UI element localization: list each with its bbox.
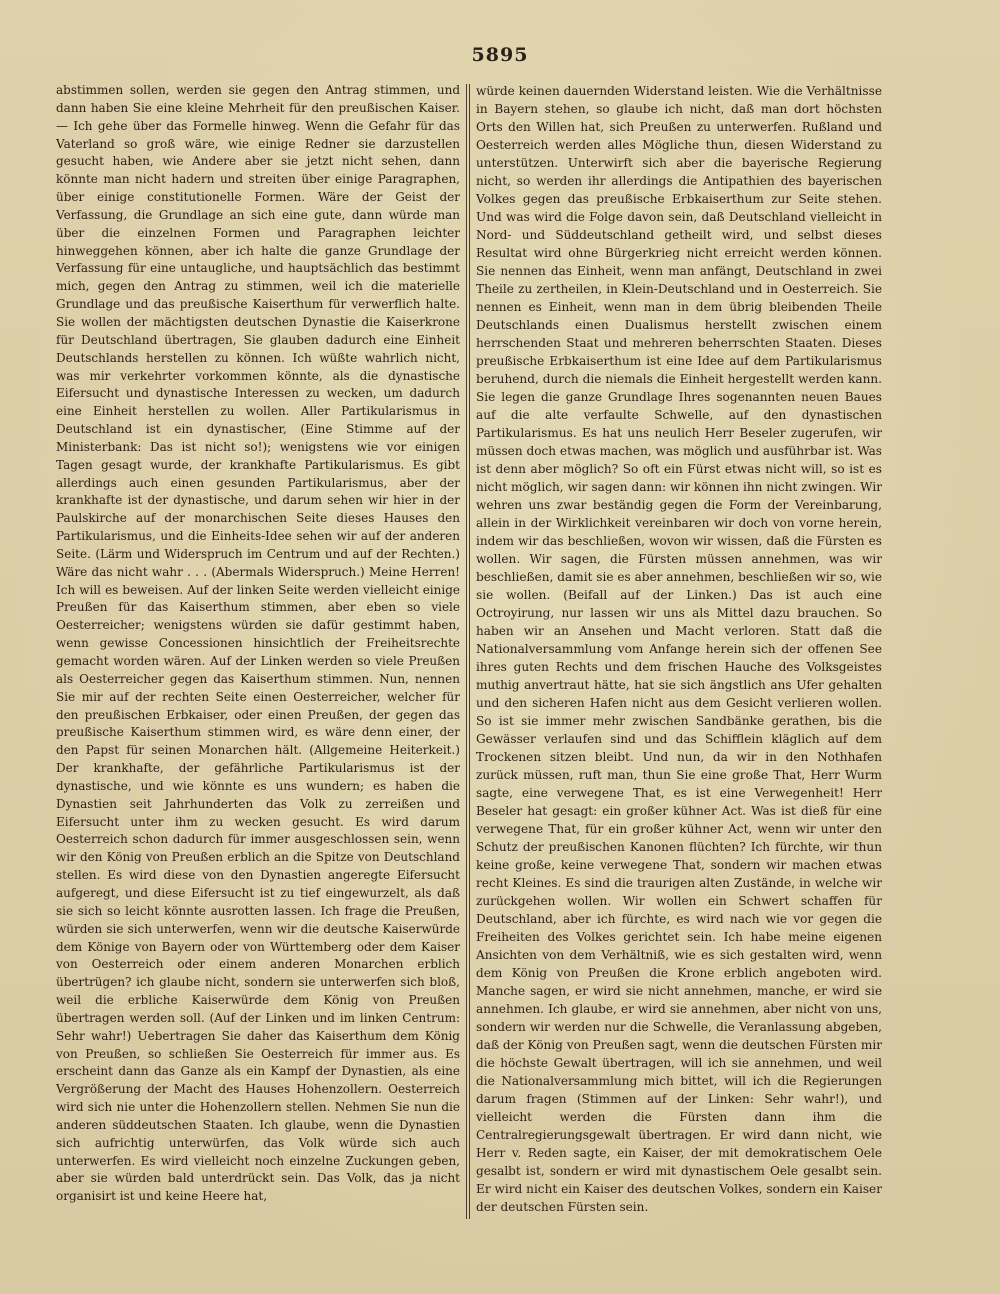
column-divider (466, 84, 467, 1219)
right-text-column: würde keinen dauernden Widerstand leisten. Wie die Verhältnisse in Bayern stehen, so glaube ich nicht, daß man dort höchsten Orts den Willen hat, sich Preußen zu unterwerfen. Rußland und Oesterreich werden alles Mögliche thun, diesen Widerstand zu unterstützen. Unterwirft sich aber die bayerische Regierung nicht, so werden ihr allerdings die Antipathien des bayerischen Volkes gegen das preußische Erbkaiserthum zur Seite stehen. Und was wird die Folge davon sein, daß Deutschland vielleicht in Nord- und Süddeutschland getheilt wird, und selbst dieses Resultat wird ohne Bürgerkrieg nicht erreicht werden können. Sie nennen das Einheit, wenn man anfängt, Deutschland in zwei Theile zu zertheilen, in Klein-Deutschland und in Oesterreich. Sie nennen es Einheit, wenn man in dem übrig bleibenden Theile Deutschlands einen Dualismus herstellt zwischen einem herrschenden Staat und mehreren beherrschten Staaten. Dieses preußische Erbkaiserthum ist eine Idee auf dem Partikularismus beruhend, durch die niemals die Einheit hergestellt werden kann. Sie legen die ganze Grundlage Ihres sogenannten neuen Baues auf die alte verfaulte Schwelle, auf den dynastischen Partikularismus. Es hat uns neulich Herr Beseler zugerufen, wir müssen doch etwas machen, was möglich und ausführbar ist. Was ist denn aber möglich? So oft ein Fürst etwas nicht will, so ist es nicht möglich, wir sagen dann: wir können ihn nicht zwingen. Wir wehren uns zwar beständig gegen die Form der Vereinbarung, allein in der Wirklichkeit vereinbaren wir doch von vorne herein, indem wir das beschließen, wovon wir wissen, daß die Fürsten es wollen. Wir sagen, die Fürsten müssen annehmen, was wir beschließen, damit sie es aber annehmen, beschließen wir so, wie sie wollen. (Beifall auf der Linken.) Das ist auch eine Octroyirung, nur lassen wir uns als Mittel dazu brauchen. So haben wir an Ansehen und Macht verloren. Statt daß die Nationalversammlung vom Anfange herein sich der offenen See ihres guten Rechts und dem frischen Hauche des Volksgeistes muthig anvertraut hätte, hat sie sich ängstlich ans Ufer gehalten und den sicheren Hafen nicht aus dem Gesicht verlieren wollen. So ist sie immer mehr zwischen Sandbänke gerathen, bis die Gewässer verlaufen sind und das Schifflein kläglich auf dem Trockenen sitzen bleibt. Und nun, da wir in den Nothhafen zurück müssen, ruft man, thun Sie eine große That, Herr Wurm sagte, eine verwegene That, es ist eine Verwegenheit! Herr Beseler hat gesagt: ein großer kühner Act. Was ist dieß für eine verwegene That, für ein großer kühner Act, wenn wir unter den Schutz der preußischen Kanonen flüchten? Ich fürchte, wir thun keine große, keine verwegene That, sondern wir machen etwas recht Kleines. Es sind die traurigen alten Zustände, in welche wir zurückgehen wollen. Wir wollen ein Schwert schaffen für Deutschland, aber ich fürchte, es wird nach wie vor gegen die Freiheiten des Volkes gerichtet sein. Ich habe meine eigenen Ansichten von dem Verhältniß, wie es sich gestalten wird, wenn dem König von Preußen die Krone erblich angeboten wird. Manche sagen, er wird sie nicht annehmen, manche, er wird sie annehmen. Ich glaube, er wird sie annehmen, aber nicht von uns, sondern wir werden nur die Schwelle, die Veranlassung abgeben, daß der König von Preußen sagt, wenn die deutschen Fürsten mir die höchste Gewalt übertragen, will ich sie annehmen, und weil die Nationalversammlung mich bittet, will ich die Regierungen darum fragen (Stimmen auf der Linken: Sehr wahr!), und vielleicht werden die Fürsten dann ihm die Centralregierungsgewalt übertragen. Er wird dann nicht, wie Herr v. Reden sagte, ein Kaiser, der mit demokratischem Oele gesalbt ist, sondern er wird mit dynastischem Oele gesalbt sein. Er wird nicht ein Kaiser des deutschen Volkes, sondern ein Kaiser der deutschen Fürsten sein. (476, 84, 882, 1214)
page-number: 5895 (471, 44, 529, 66)
left-text-column: abstimmen sollen, werden sie gegen den Antrag stimmen, und dann haben Sie eine kleine Mehrheit für den preußischen Kaiser. — Ich gehe über das Formelle hinweg. Wenn die Gefahr für das Vaterland so groß wäre, wie einige Redner sie darzustellen gesucht haben, wie Andere aber sie jetzt nicht sehen, dann könnte man nicht hadern und streiten über einige Paragraphen, über einige constitutionelle Formen. Wäre der Geist der Verfassung, die Grundlage an sich eine gute, dann würde man über die einzelnen Formen und Paragraphen leichter hinweggehen können, aber ich halte die ganze Grundlage der Verfassung für eine untaugliche, und hauptsächlich das bestimmt mich, gegen den Antrag zu stimmen, weil ich die materielle Grundlage und das preußische Kaiserthum für verwerflich halte. Sie wollen der mächtigsten deutschen Dynastie die Kaiserkrone für Deutschland übertragen, Sie glauben dadurch eine Einheit Deutschlands herstellen zu können. Ich wüßte wahrlich nicht, was mir verkehrter vorkommen könnte, als die dynastische Eifersucht und dynastische Interessen zu wecken, um dadurch eine Einheit herstellen zu wollen. Aller Partikularismus in Deutschland ist ein dynastischer, (Eine Stimme auf der Ministerbank: Das ist nicht so!); wenigstens wie vor einigen Tagen gesagt wurde, der krankhafte Partikularismus. Es gibt allerdings auch einen gesunden Partikularismus, aber der krankhafte ist der dynastische, und darum sehen wir hier in der Paulskirche auf der monarchischen Seite dieses Hauses den Partikularismus, und die Einheits-Idee sehen wir auf der anderen Seite. (Lärm und Widerspruch im Centrum und auf der Rechten.) Wäre das nicht wahr . . . (Abermals Widerspruch.) Meine Herren! Ich will es beweisen. Auf der linken Seite werden vielleicht einige Preußen für das Kaiserthum stimmen, aber eben so viele Oesterreicher; wenigstens würden sie dafür gestimmt haben, wenn gewisse Concessionen hinsichtlich der Freiheitsrechte gemacht worden wären. Auf der Linken werden so viele Preußen als Oesterreicher gegen das Kaiserthum stimmen. Nun, nennen Sie mir auf der rechten Seite einen Oesterreicher, welcher für den preußischen Erbkaiser, oder einen Preußen, der gegen das preußische Kaiserthum stimmen wird, es wäre denn einer, der den Papst für seinen Monarchen hält. (Allgemeine Heiterkeit.) Der krankhafte, der gefährliche Partikularismus ist der dynastische, und wie könnte es uns wundern; es haben die Dynastien seit Jahrhunderten das Volk zu zerreißen und Eifersucht unter ihm zu wecken gesucht. Es wird darum Oesterreich schon dadurch für immer ausgeschlossen sein, wenn wir den König von Preußen erblich an die Spitze von Deutschland stellen. Es wird diese von den Dynastien angeregte Eifersucht aufgeregt, und diese Eifersucht ist zu tief eingewurzelt, als daß sie sich so leicht könnte ausrotten lassen. Ich frage die Preußen, würden sie sich unterwerfen, wenn wir die deutsche Kaiserwürde dem Könige von Bayern oder von Württemberg oder dem Kaiser von Oesterreich oder einem anderen Monarchen erblich übertrügen? ich glaube nicht, sondern sie unterwerfen sich bloß, weil die erbliche Kaiserwürde dem König von Preußen übertragen werden soll. (Auf der Linken und im linken Centrum: Sehr wahr!) Uebertragen Sie daher das Kaiserthum dem König von Preußen, so schließen Sie Oesterreich für immer aus. Es erscheint dann das Ganze als ein Kampf der Dynastien, als eine Vergrößerung der Macht des Hauses Hohenzollern. Oesterreich wird sich nie unter die Hohenzollern stellen. Nehmen Sie nun die anderen süddeutschen Staaten. Ich glaube, wenn die Dynastien sich aufrichtig unterwürfen, das Volk würde sich auch unterwerfen. Es wird vielleicht noch einzelne Zuckungen geben, aber sie würden bald unterdrückt sein. Das Volk, das ja nicht organisirt ist und keine Heere hat, (56, 83, 460, 1204)
